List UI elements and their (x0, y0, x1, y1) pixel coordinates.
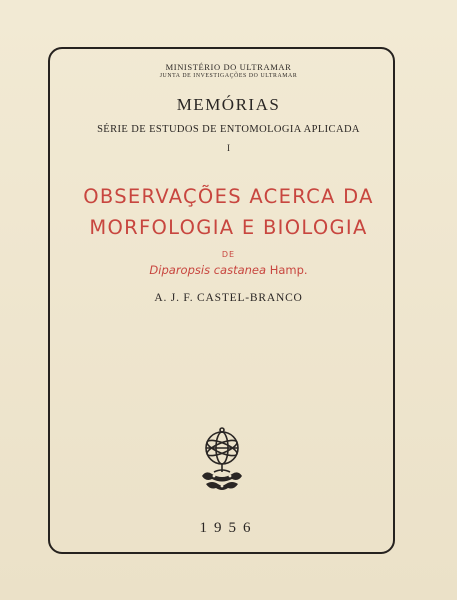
species-authority: Hamp. (269, 263, 308, 277)
ministry-heading: MINISTÉRIO DO ULTRAMAR (165, 62, 292, 72)
author-name: A. J. F. CASTEL-BRANCO (154, 292, 303, 304)
junta-heading: JUNTA DE INVESTIGAÇÕES DO ULTRAMAR (159, 73, 298, 79)
title-line-1: OBSERVAÇÕES ACERCA DA (83, 185, 374, 208)
publication-year: 1956 (199, 520, 258, 536)
series-name: MEMÓRIAS (176, 95, 281, 114)
volume-number: I (227, 143, 230, 153)
species-binomial: Diparopsis castanea (149, 263, 267, 277)
armillary-sphere-emblem-icon (196, 426, 248, 494)
title-preposition: DE (221, 250, 236, 259)
series-subtitle: SÉRIE DE ESTUDOS DE ENTOMOLOGIA APLICADA (97, 124, 360, 135)
title-line-2: MORFOLOGIA E BIOLOGIA (89, 216, 368, 239)
species-name (0, 263, 457, 277)
